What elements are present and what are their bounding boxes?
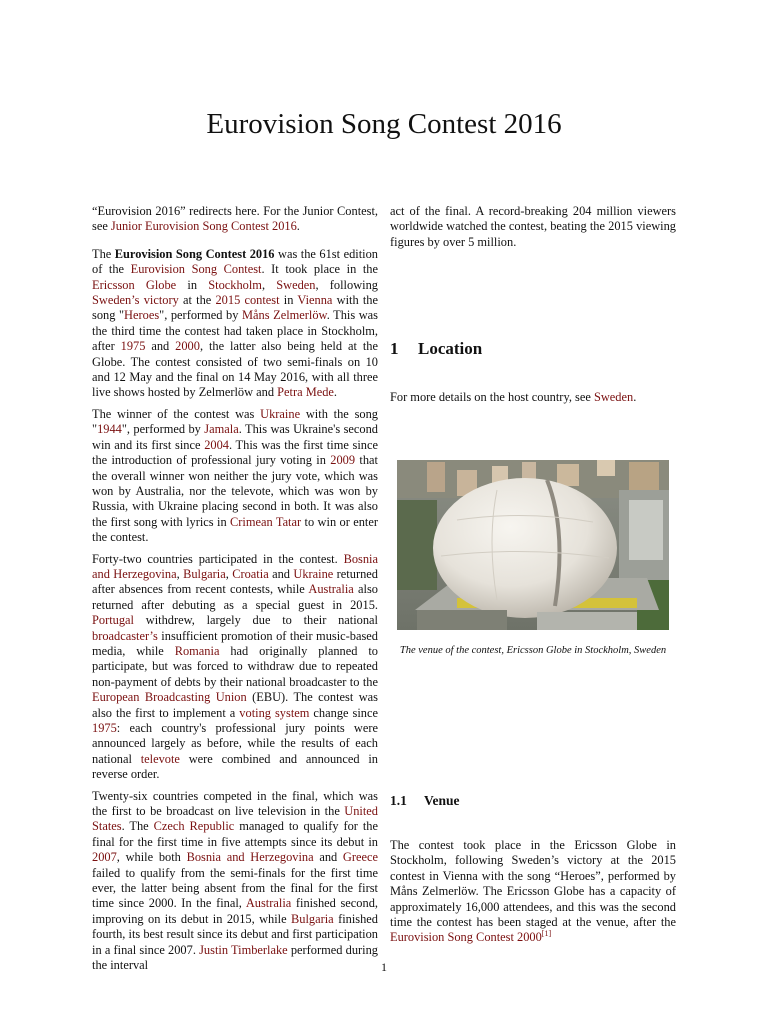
link-croatia[interactable]: Croatia bbox=[232, 566, 269, 581]
link-ebu[interactable]: European Broadcasting Union bbox=[92, 690, 247, 705]
link-heroes[interactable]: Heroes bbox=[124, 308, 160, 323]
right-column-top bbox=[390, 204, 676, 256]
link-broadcaster[interactable]: broadcaster’s bbox=[92, 628, 158, 643]
page-title: Eurovision Song Contest 2016 bbox=[206, 108, 562, 140]
link-ericsson-globe[interactable]: Ericsson Globe bbox=[92, 277, 177, 292]
link-jamala[interactable]: Jamala bbox=[204, 422, 239, 437]
link-junior-eurovision[interactable]: Junior Eurovision Song Contest 2016 bbox=[110, 219, 297, 234]
link-vienna[interactable]: Vienna bbox=[297, 293, 333, 308]
link-1944[interactable]: 1944 bbox=[97, 422, 122, 437]
section-heading-location: 1 Location bbox=[390, 339, 483, 358]
ericsson-globe-photo bbox=[397, 460, 669, 630]
winner-paragraph: The winner of the contest was Ukraine with the song "1944", performed by Jamala. This was Ukraine's second win and its first since 2004. This was the first time since the introduction of professional jury voting in 2009 that the overall winner won neither the jury vote, which was won by Australia, nor the televote, which was won by Russia, with Ukraine placing second in both. It was also the first song with lyrics in Crimean Tatar to win or enter the contest. bbox=[92, 406, 379, 545]
link-1975[interactable]: 1975 bbox=[120, 339, 146, 354]
link-mans-zelmerlow[interactable]: Måns Zelmerlöw bbox=[242, 308, 327, 323]
link-czech-republic[interactable]: Czech Republic bbox=[153, 819, 235, 834]
final-paragraph-continued: act of the final. A record-breaking 204 million viewers worldwide watched the contest, beating the 2015 viewing figures by over 5 million. bbox=[390, 204, 676, 249]
page-number: 1 bbox=[381, 960, 387, 974]
intro-paragraph: The Eurovision Song Contest 2016 was the 61st edition of the Eurovision Song Contest. It took place in the Ericsson Globe in Stockholm, Sweden, following Sweden’s victory at the 2015 contest in Vienna with the song "Heroes", performed by Måns Zelmerlöw. This was the third time the contest had taken place in Stockholm, after 1975 and 2000, the latter also being held at the Globe. The contest consisted of two semi-finals on 10 and 12 May and the final on 14 May 2016, with all three live shows hosted by Zelmerlöw and Petra Mede. bbox=[92, 246, 379, 400]
link-eurovision-song-contest[interactable]: Eurovision Song Contest bbox=[130, 262, 262, 277]
section-heading-venue: 1.1 Venue bbox=[390, 793, 460, 808]
link-crimean-tatar[interactable]: Crimean Tatar bbox=[230, 514, 302, 529]
link-voting-system[interactable]: voting system bbox=[239, 705, 310, 720]
hatnote: For more details on the host country, see Sweden. bbox=[390, 390, 637, 404]
link-romania[interactable]: Romania bbox=[174, 643, 220, 658]
link-swedens-victory[interactable]: Sweden’s victory bbox=[92, 293, 179, 308]
link-sweden[interactable]: Sweden bbox=[276, 277, 316, 292]
link-televote[interactable]: televote bbox=[140, 751, 180, 766]
link-ukraine-2[interactable]: Ukraine bbox=[293, 566, 334, 581]
link-bulgaria-2[interactable]: Bulgaria bbox=[291, 911, 334, 926]
link-2007[interactable]: 2007 bbox=[92, 850, 117, 865]
link-stockholm[interactable]: Stockholm bbox=[208, 277, 262, 292]
figure-caption: The venue of the contest, Ericsson Globe in Stockholm, Sweden bbox=[399, 645, 667, 656]
link-united-states[interactable]: United States bbox=[92, 804, 378, 834]
link-1975-b[interactable]: 1975 bbox=[92, 721, 117, 735]
link-australia-2[interactable]: Australia bbox=[245, 896, 292, 911]
link-eurovision-2000[interactable]: Eurovision Song Contest 2000 bbox=[390, 930, 542, 945]
link-bosnia-herzegovina-2[interactable]: Bosnia and Herzegovina bbox=[186, 850, 314, 865]
link-bosnia-herzegovina[interactable]: Bosnia and Herzegovina bbox=[92, 551, 378, 581]
link-bulgaria[interactable]: Bulgaria bbox=[183, 566, 226, 581]
link-2009[interactable]: 2009 bbox=[330, 453, 356, 468]
link-ukraine[interactable]: Ukraine bbox=[260, 406, 301, 421]
link-petra-mede[interactable]: Petra Mede bbox=[277, 385, 334, 400]
link-sweden-country[interactable]: Sweden bbox=[593, 390, 634, 404]
citation-1[interactable]: [1] bbox=[541, 929, 552, 939]
left-column bbox=[92, 204, 378, 980]
redirect-note: “Eurovision 2016” redirects here. For the Junior Contest, see Junior Eurovision Song Contest 2016. bbox=[92, 204, 378, 234]
link-australia[interactable]: Australia bbox=[308, 582, 354, 597]
venue-paragraph: The contest took place in the Ericsson Globe in Stockholm, following Sweden’s victory at the 2015 contest in Vienna with the song “Heroes”, performed by Måns Zelmerlöw. The Ericsson Globe has a capacity of approximately 16,000 attendees, and this was the second time the contest has been staged at the venue, after the Eurovision Song Contest 2000[1] bbox=[390, 838, 676, 945]
link-justin-timberlake[interactable]: Justin Timberlake bbox=[199, 942, 288, 957]
link-portugal[interactable]: Portugal bbox=[92, 613, 134, 628]
participants-paragraph: Forty-two countries participated in the contest. Bosnia and Herzegovina, Bulgaria, Croatia and Ukraine returned after absences from recent contests, while Australia also returned after debuting as a special guest in 2015. Portugal withdrew, largely due to their national broadcaster’s insufficient promotion of their music-based media, while Romania had originally planned to participate, but was forced to withdraw due to repeated non-payment of debts by their national broadcaster to the European Broadcasting Union (EBU). The contest was also the first to implement a voting system change since 1975: each country's professional jury points were announced largely as before, while the results of each national televote were combined and announced in reverse order. bbox=[92, 551, 378, 782]
link-2000[interactable]: 2000 bbox=[175, 339, 200, 354]
link-2015-contest[interactable]: 2015 contest bbox=[215, 293, 280, 308]
final-paragraph: Twenty-six countries competed in the final, which was the first to be broadcast on live television in the United States. The Czech Republic managed to qualify for the final for the first time in five attempts since its debut in 2007, while both Bosnia and Herzegovina and Greece failed to qualify from the semi-finals for the first time ever, the latter being absent from the final for the first time since 2000. In the final, Australia finished second, improving on its debut in 2015, while Bulgaria finished fourth, its best result since its debut and first participation in a final since 2007. Justin Timberlake performed during the interval bbox=[92, 788, 378, 973]
link-greece[interactable]: Greece bbox=[342, 850, 378, 865]
link-2004[interactable]: 2004 bbox=[204, 437, 229, 452]
